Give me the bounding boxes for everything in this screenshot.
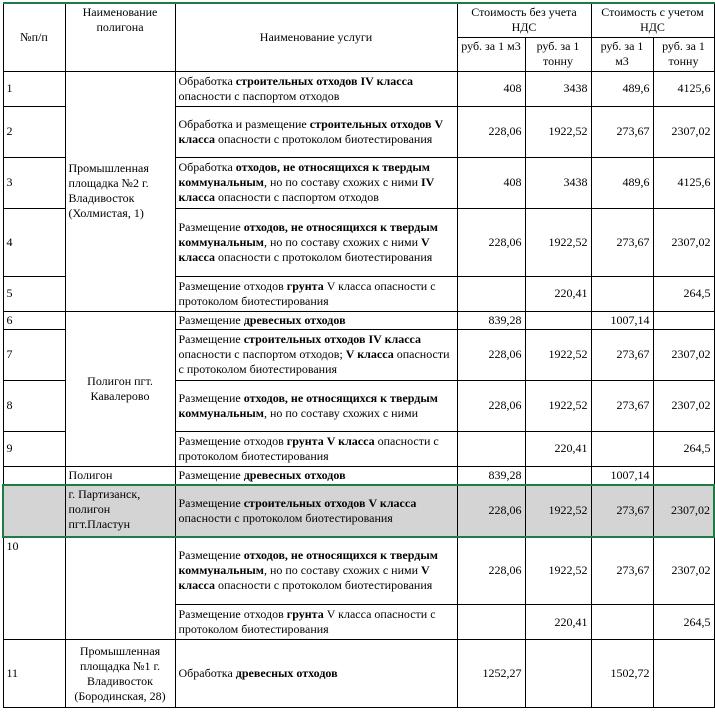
price-ton-vat[interactable]: 264,5 [653, 431, 714, 466]
service-text: опасности с протоколом биотестирования [214, 249, 433, 264]
row-number[interactable]: 9 [3, 431, 65, 466]
header-vat-ton[interactable]: руб. за 1 тонну [653, 37, 714, 71]
price-m3-no-vat[interactable]: 228,06 [457, 380, 525, 431]
price-m3-no-vat[interactable]: 408 [457, 71, 525, 106]
price-m3-vat[interactable]: 273,67 [591, 329, 653, 380]
service-text: Размещение [178, 312, 244, 327]
price-ton-vat[interactable]: 2307,02 [653, 380, 714, 431]
service-cell[interactable] [175, 605, 457, 640]
service-text: , но по составу схожих с ними [263, 175, 422, 189]
price-ton-no-vat[interactable]: 220,41 [525, 605, 591, 640]
table-row [3, 640, 714, 708]
table-row [3, 311, 714, 329]
row-number[interactable] [3, 485, 65, 537]
service-text: Размещение [178, 219, 244, 234]
price-ton-vat[interactable]: 2307,02 [653, 106, 714, 157]
price-ton-vat[interactable]: 4125,6 [653, 71, 714, 106]
row-number[interactable]: 4 [3, 208, 65, 276]
price-ton-no-vat[interactable]: 3438 [525, 157, 591, 208]
table-row-selected [3, 485, 714, 537]
service-text: опасности с протоколом биотестирования [214, 578, 433, 593]
service-text-bold: V класса [178, 234, 430, 264]
price-m3-no-vat[interactable]: 228,06 [457, 208, 525, 276]
price-ton-vat[interactable]: 2307,02 [653, 208, 714, 276]
service-text-bold: отходов, не относящихся к твердым коммунальным [178, 160, 430, 189]
row-number[interactable] [3, 466, 65, 485]
price-m3-vat[interactable]: 1007,14 [591, 466, 653, 485]
service-cell[interactable] [175, 276, 457, 311]
service-cell[interactable] [175, 380, 457, 431]
site-cell[interactable]: Полигон [65, 466, 175, 485]
service-cell[interactable] [175, 311, 457, 329]
service-text: опасности с протоколом биотестирования [178, 433, 439, 463]
price-m3-vat[interactable]: 1502,72 [591, 640, 653, 708]
price-m3-vat[interactable]: 489,6 [591, 157, 653, 208]
service-text: Размещение [178, 467, 244, 482]
service-text: опасности с паспортом отходов [214, 190, 379, 204]
price-ton-no-vat[interactable]: 1922,52 [525, 485, 591, 537]
price-m3-no-vat[interactable] [457, 276, 525, 311]
header-num[interactable]: №п/п [3, 3, 65, 71]
service-text-bold: строительных отходов IV класса [243, 332, 422, 346]
service-text: Размещение отходов [178, 433, 287, 448]
site-cell[interactable]: Полигон пгт. Кавалерово [65, 311, 175, 466]
table-row [3, 466, 714, 485]
header-site[interactable]: Наименование полигона [65, 3, 175, 71]
price-table [2, 2, 715, 708]
price-m3-no-vat[interactable]: 228,06 [457, 106, 525, 157]
service-text: Размещение отходов [178, 607, 287, 621]
price-ton-no-vat[interactable]: 1922,52 [525, 329, 591, 380]
price-ton-no-vat[interactable] [525, 311, 591, 329]
row-number[interactable]: 8 [3, 380, 65, 431]
service-cell[interactable] [175, 157, 457, 208]
price-m3-vat[interactable]: 273,67 [591, 485, 653, 537]
service-text: V класса опасности с протоколом биотестирования [178, 607, 436, 636]
price-m3-no-vat[interactable]: 228,06 [457, 537, 525, 605]
service-text: опасности с паспортом отходов; [178, 347, 346, 361]
service-text-bold: древесных отходов [243, 467, 346, 482]
price-m3-no-vat[interactable]: 228,06 [457, 485, 525, 537]
service-cell[interactable] [175, 208, 457, 276]
price-m3-no-vat[interactable] [457, 605, 525, 640]
service-cell[interactable] [175, 329, 457, 380]
service-text: опасности с протоколом биотестирования [178, 510, 393, 525]
site-cell[interactable]: г. Партизанск, полигон пгт.Пластун [65, 485, 175, 537]
price-m3-no-vat[interactable]: 839,28 [457, 466, 525, 485]
service-text: опасности с протоколом биотестирования [178, 347, 450, 376]
service-text: , но по составу схожих с ними [263, 563, 422, 578]
service-text: Размещение [178, 548, 244, 563]
price-ton-vat[interactable] [653, 311, 714, 329]
service-text-bold: строительных отходов V класса [243, 495, 417, 510]
price-ton-vat[interactable] [653, 466, 714, 485]
header-no-vat-m3[interactable]: руб. за 1 м3 [457, 37, 525, 71]
service-text-bold: отходов, не относящихся к твердым коммунальным [178, 390, 438, 420]
header-no-vat-ton[interactable]: руб. за 1 тонну [525, 37, 591, 71]
price-m3-vat[interactable] [591, 605, 653, 640]
service-cell[interactable] [175, 640, 457, 708]
price-m3-no-vat[interactable]: 408 [457, 157, 525, 208]
price-m3-vat[interactable]: 273,67 [591, 208, 653, 276]
row-number[interactable]: 2 [3, 106, 65, 157]
price-ton-no-vat[interactable]: 3438 [525, 71, 591, 106]
price-m3-vat[interactable]: 273,67 [591, 537, 653, 605]
site-cell[interactable]: Промышленная площадка №1 г. Владивосток (Бородинская, 28) [65, 640, 175, 708]
service-cell[interactable] [175, 537, 457, 605]
price-ton-no-vat[interactable] [525, 466, 591, 485]
price-ton-vat[interactable]: 2307,02 [653, 329, 714, 380]
service-text: Обработка и размещение [178, 116, 310, 131]
service-text-bold: отходов, не относящихся к твердым коммунальным [178, 548, 438, 578]
service-cell[interactable] [175, 485, 457, 537]
service-text: Размещение [178, 390, 244, 405]
service-text-bold: V класса [345, 347, 394, 361]
row-number[interactable]: 11 [3, 640, 65, 708]
price-ton-vat[interactable]: 2307,02 [653, 485, 714, 537]
service-text-bold: V класса [178, 563, 430, 593]
service-text: опасности с паспортом отходов [178, 88, 340, 103]
price-ton-no-vat[interactable]: 220,41 [525, 431, 591, 466]
row-number[interactable]: 3 [3, 157, 65, 208]
price-m3-vat[interactable]: 273,67 [591, 106, 653, 157]
service-cell[interactable] [175, 106, 457, 157]
price-m3-no-vat[interactable]: 1252,27 [457, 640, 525, 708]
price-m3-vat[interactable] [591, 431, 653, 466]
row-number[interactable]: 7 [3, 329, 65, 380]
service-text-bold: грунта [286, 278, 324, 293]
service-text: , но по составу схожих с ними [263, 405, 419, 420]
price-m3-vat[interactable]: 1007,14 [591, 311, 653, 329]
service-text: Обработка [178, 73, 236, 88]
service-text: Размещение [178, 495, 244, 510]
row-number[interactable]: 10 [3, 537, 65, 640]
service-text-bold: грунта V класса [286, 433, 375, 448]
header-vat-m3[interactable]: руб. за 1 м3 [591, 37, 653, 71]
price-ton-vat[interactable] [653, 640, 714, 708]
price-ton-vat[interactable]: 264,5 [653, 605, 714, 640]
service-text: опасности с протоколом биотестирования [214, 131, 433, 146]
price-m3-vat[interactable]: 489,6 [591, 71, 653, 106]
price-ton-no-vat[interactable]: 220,41 [525, 276, 591, 311]
price-ton-no-vat[interactable]: 1922,52 [525, 208, 591, 276]
table-row [3, 537, 714, 605]
service-text: Обработка [178, 666, 236, 680]
service-text: Обработка [178, 160, 236, 174]
table-row [3, 71, 714, 106]
service-text-bold: отходов, не относящихся к твердым коммунальным [178, 219, 438, 249]
price-ton-no-vat[interactable]: 1922,52 [525, 380, 591, 431]
service-text-bold: древесных отходов [243, 312, 346, 327]
header-service[interactable]: Наименование услуги [175, 3, 457, 71]
service-cell[interactable] [175, 466, 457, 485]
service-text-bold: грунта [286, 607, 324, 621]
price-ton-no-vat[interactable]: 1922,52 [525, 537, 591, 605]
price-m3-vat[interactable] [591, 276, 653, 311]
service-text-bold: строительных отходов V класса [178, 116, 443, 146]
service-text: V класса опасности с протоколом биотестирования [178, 278, 436, 308]
service-cell[interactable] [175, 431, 457, 466]
price-m3-no-vat[interactable]: 839,28 [457, 311, 525, 329]
price-m3-vat[interactable]: 273,67 [591, 380, 653, 431]
service-text-bold: строительных отходов IV класса [235, 73, 414, 88]
price-ton-vat[interactable]: 264,5 [653, 276, 714, 311]
price-m3-no-vat[interactable] [457, 431, 525, 466]
site-cell-empty[interactable] [65, 537, 175, 640]
price-ton-vat[interactable]: 4125,6 [653, 157, 714, 208]
service-cell[interactable] [175, 71, 457, 106]
price-ton-vat[interactable]: 2307,02 [653, 537, 714, 605]
row-number[interactable]: 6 [3, 311, 65, 329]
service-text: Размещение отходов [178, 278, 287, 293]
price-ton-no-vat[interactable] [525, 640, 591, 708]
row-number[interactable]: 5 [3, 276, 65, 311]
price-m3-no-vat[interactable]: 228,06 [457, 329, 525, 380]
service-text: Размещение [178, 332, 244, 346]
header-with-vat[interactable]: Стоимость с учетом НДС [591, 3, 714, 37]
service-text: , но по составу схожих с ними [263, 234, 422, 249]
service-text-bold: древесных отходов [235, 666, 338, 680]
service-text-bold: IV класса [178, 175, 435, 204]
price-ton-no-vat[interactable]: 1922,52 [525, 106, 591, 157]
site-cell[interactable]: Промышленная площадка №2 г. Владивосток (Холмистая, 1) [65, 71, 175, 311]
header-no-vat[interactable]: Стоимость без учета НДС [457, 3, 591, 37]
row-number[interactable]: 1 [3, 71, 65, 106]
